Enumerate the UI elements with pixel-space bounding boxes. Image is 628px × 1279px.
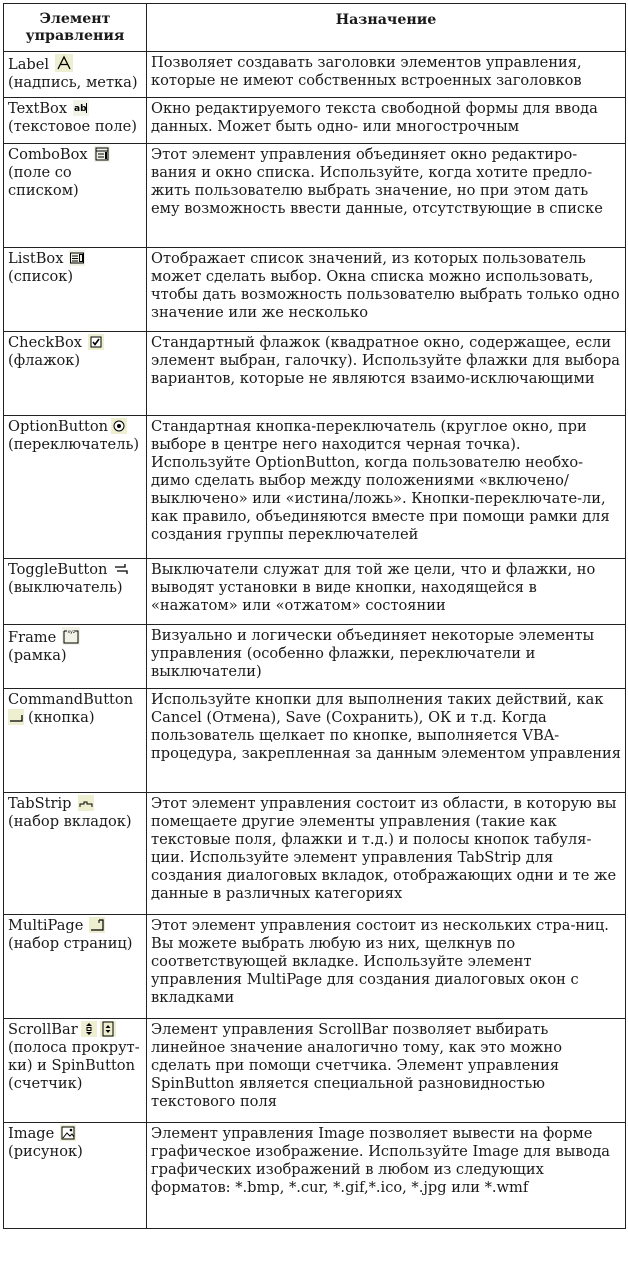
purpose-cell: Элемент управления Image позволяет вывести на форме графическое изображение. Используйте Image для вывода графических изображений в любом из следующих форматов: *.bmp, *.cur, *.gif,*.ico, *.jpg или *.wmf — [147, 1123, 626, 1229]
svg-text:xyz: xyz — [67, 630, 76, 635]
letter-a-icon — [55, 54, 73, 72]
scrollbar-icon — [81, 1021, 97, 1037]
purpose-cell: Этот элемент управления состоит из нескольких стра-ниц. Вы можете выбрать любую из них, щелкнув по соответствующей вкладке. Используйте элемент управления MultiPage для создания диалоговых окон с вкладками — [147, 915, 626, 1019]
control-cell — [4, 248, 147, 332]
listbox-icon — [69, 250, 85, 266]
purpose-cell: Используйте кнопки для выполнения таких действий, как Cancel (Отмена), Save (Сохранить), ОК и т.д. Когда пользователь щелкает по кнопке, выполняется VBA-процедура, закрепленная за данным элементом управления — [147, 689, 626, 793]
purpose-cell: Стандартный флажок (квадратное окно, содержащее, если элемент выбран, галочку). Используйте флажки для выбора вариантов, которые не являются взаимо-исключающими — [147, 332, 626, 416]
control-subtitle: (переключатель) — [8, 436, 140, 453]
combobox-icon — [94, 146, 110, 162]
control-name: MultiPage — [8, 917, 84, 934]
control-subtitle: (кнопка) — [28, 709, 95, 726]
control-cell — [4, 52, 147, 98]
table-row — [4, 559, 626, 625]
purpose-cell: Визуально и логически объединяет некоторые элементы управления (особенно флажки, переключатели и выключатели) — [147, 625, 626, 689]
control-name: Frame — [8, 629, 57, 646]
control-cell — [4, 1123, 147, 1229]
table-row — [4, 248, 626, 332]
control-name: ToggleButton — [8, 561, 108, 578]
table-row — [4, 52, 626, 98]
purpose-cell: Отображает список значений, из которых пользователь может сделать выбор. Окна списка можно использовать, чтобы дать возможность пользователю выбрать только одно значение или же несколько — [147, 248, 626, 332]
control-cell — [4, 689, 147, 793]
header-col-purpose: Назначение — [147, 4, 626, 52]
spin-button-icon — [100, 1021, 116, 1037]
table-row — [4, 689, 626, 793]
purpose-cell: Окно редактируемого текста свободной формы для ввода данных. Может быть одно- или многострочным — [147, 98, 626, 144]
table-row — [4, 1019, 626, 1123]
control-cell — [4, 915, 147, 1019]
multipage-icon — [89, 917, 105, 933]
control-subtitle: (текстовое поле) — [8, 118, 137, 135]
control-cell — [4, 625, 147, 689]
control-cell — [4, 144, 147, 248]
control-cell — [4, 1019, 147, 1123]
purpose-cell: Выключатели служат для той же цели, что и флажки, но выводят установки в виде кнопки, находящейся в «нажатом» или «отжатом» состоянии — [147, 559, 626, 625]
purpose-cell: Стандартная кнопка-переключатель (круглое окно, при выборе в центре него находится черная точка). Используйте OptionButton, когда пользователю необхо-димо сделать выбор между положениями «включено/выключено» или «истина/ложь». Кнопки-переключате-ли, как правило, объединяются вместе при помощи рамки для создания группы переключателей — [147, 416, 626, 559]
tabstrip-icon — [78, 795, 94, 811]
command-button-icon — [8, 709, 24, 725]
purpose-cell: Позволяет создавать заголовки элементов управления, которые не имеют собственных встроенных заголовков — [147, 52, 626, 98]
control-cell — [4, 559, 147, 625]
option-button-icon — [111, 418, 127, 434]
control-subtitle: (рисунок) — [8, 1143, 83, 1160]
svg-text:ab: ab — [74, 104, 87, 114]
control-name: TextBox — [8, 100, 68, 117]
control-subtitle: (поле со списком) — [8, 164, 79, 199]
table-row — [4, 416, 626, 559]
control-cell — [4, 416, 147, 559]
toggle-button-icon — [113, 561, 129, 577]
control-subtitle: (набор страниц) — [8, 935, 133, 952]
control-name: Image — [8, 1125, 55, 1142]
control-name: CheckBox — [8, 334, 82, 351]
table-row — [4, 98, 626, 144]
control-subtitle: (набор вкладок) — [8, 813, 132, 830]
table-row — [4, 793, 626, 915]
control-name: ListBox — [8, 250, 64, 267]
control-subtitle: (надпись, метка) — [8, 74, 138, 91]
textbox-ab-icon — [73, 100, 89, 116]
control-name: ScrollBar — [8, 1021, 78, 1038]
purpose-cell: Этот элемент управления состоит из области, в которую вы помещаете другие элементы управления (такие как текстовые поля, флажки и т.д.) и полосы кнопок табуля-ции. Используйте элемент управления TabStrip для создания диалоговых вкладок, отображающих одни и те же данные в различных категориях — [147, 793, 626, 915]
checkbox-icon — [88, 334, 104, 350]
header-col-control: Элемент управления — [4, 4, 147, 52]
table-row — [4, 915, 626, 1019]
control-subtitle: (рамка) — [8, 647, 67, 664]
controls-table — [3, 3, 626, 1229]
header-row — [4, 4, 626, 52]
control-name: CommandButton — [8, 691, 134, 708]
table-row — [4, 144, 626, 248]
control-name: ComboBox — [8, 146, 88, 163]
control-subtitle: (флажок) — [8, 352, 81, 369]
table-row — [4, 332, 626, 416]
purpose-cell: Элемент управления ScrollBar позволяет выбирать линейное значение аналогично тому, как это можно сделать при помощи счетчика. Элемент управления SpinButton является специальной разновидностью текстового поля — [147, 1019, 626, 1123]
table-row — [4, 625, 626, 689]
purpose-cell: Этот элемент управления объединяет окно редактиро-вания и окно списка. Используйте, когда хотите предло-жить пользователю выбрать значение, но при этом дать ему возможность ввести данные, отсутствующие в списке — [147, 144, 626, 248]
control-name: TabStrip — [8, 795, 72, 812]
control-subtitle: (список) — [8, 268, 74, 285]
frame-icon — [62, 627, 80, 645]
control-cell — [4, 793, 147, 915]
control-cell — [4, 332, 147, 416]
image-icon — [60, 1125, 76, 1141]
control-cell — [4, 98, 147, 144]
control-name: Label — [8, 56, 50, 73]
table-row — [4, 1123, 626, 1229]
control-subtitle: (выключатель) — [8, 579, 123, 596]
control-subtitle: (полоса прокрут-ки) и SpinButton (счетчик) — [8, 1039, 140, 1092]
control-name: OptionButton — [8, 418, 109, 435]
